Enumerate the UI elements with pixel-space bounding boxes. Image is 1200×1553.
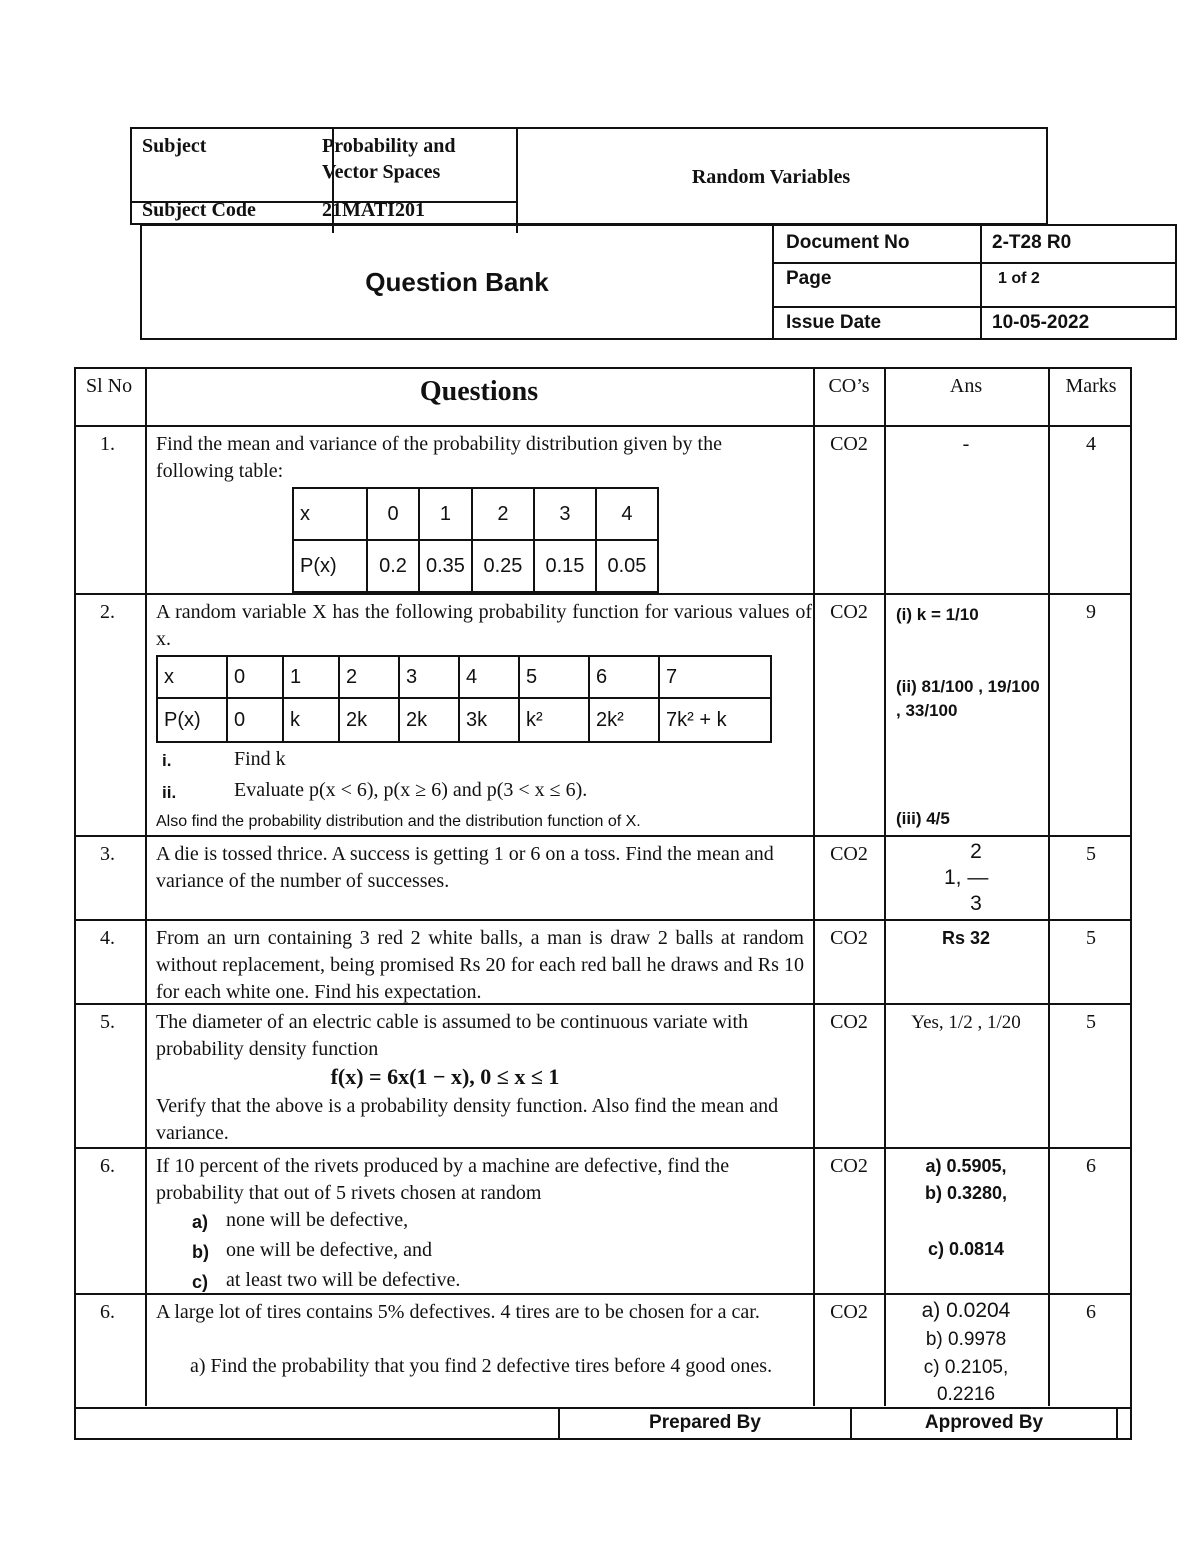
answer-part-c: c) 0.0814 — [927, 1239, 1005, 1259]
co-value: CO2 — [830, 1155, 868, 1177]
answer-value: - — [962, 433, 970, 455]
answer-part-i: (i) k = 1/10 — [896, 605, 979, 624]
sub-item-text: Find k — [234, 748, 286, 770]
dist-cell: 1 — [283, 656, 339, 698]
page-value: 1 of 2 — [998, 270, 1040, 287]
dist-cell: 0.35 — [419, 540, 472, 592]
answer-value: 1, ― — [944, 866, 989, 889]
dist-cell: 0.05 — [596, 540, 658, 592]
dist-head-px: P(x) — [157, 698, 227, 742]
dist-cell: 2 — [472, 488, 534, 540]
dist-cell: 6 — [589, 656, 659, 698]
sub-item-marker: ii. — [162, 783, 177, 802]
answer-numerator: 2 — [970, 840, 982, 863]
marks-value: 5 — [1086, 1011, 1096, 1033]
question-text: A large lot of tires contains 5% defectives. 4 tires are to be chosen for a car. — [156, 1301, 760, 1323]
distribution-table — [156, 655, 772, 743]
dist-cell: 0.25 — [472, 540, 534, 592]
dist-cell: 5 — [519, 656, 589, 698]
question-note: Also find the probability distribution and the distribution function of X. — [156, 813, 641, 830]
dist-cell: 0.2 — [367, 540, 419, 592]
answer-part-iii: (iii) 4/5 — [896, 809, 950, 828]
row-sl-no: 1. — [100, 433, 115, 455]
dist-cell: 7 — [659, 656, 771, 698]
subject-code-value: 21MATI201 — [312, 193, 518, 233]
dist-cell: 2k — [339, 698, 399, 742]
sub-item-marker: b) — [192, 1242, 209, 1262]
dist-cell: 3 — [399, 656, 459, 698]
dist-head-x: x — [293, 488, 367, 540]
answer-part-d: 0.2216 — [936, 1384, 996, 1405]
doc-title: Question Bank — [142, 226, 774, 338]
sub-item-text: a) Find the probability that you find 2 defective tires before 4 good ones. — [190, 1355, 773, 1377]
page-label: Page — [786, 268, 832, 289]
dist-head-x: x — [157, 656, 227, 698]
dist-cell: 2k — [399, 698, 459, 742]
co-value: CO2 — [830, 843, 868, 865]
sub-item-text: Evaluate p(x < 6), p(x ≥ 6) and p(3 < x ≤ 6). — [234, 779, 588, 801]
approved-by: Approved By — [924, 1412, 1044, 1433]
question-table — [74, 367, 1132, 1440]
dist-cell: 0 — [367, 488, 419, 540]
marks-value: 5 — [1086, 927, 1096, 949]
co-value: CO2 — [830, 1301, 868, 1323]
answer-part-a: a) 0.0204 — [921, 1299, 1011, 1322]
dist-cell: 3k — [459, 698, 519, 742]
dist-head-px: P(x) — [293, 540, 367, 592]
sub-item-text: none will be defective, — [226, 1209, 409, 1231]
answer-value: Yes, 1/2 , 1/20 — [911, 1012, 1021, 1033]
dist-cell: 2 — [339, 656, 399, 698]
subject-value: Probability and Vector Spaces — [312, 129, 518, 203]
dist-cell: 3 — [534, 488, 596, 540]
dist-cell: 0 — [227, 698, 283, 742]
dist-cell: 4 — [459, 656, 519, 698]
document-no-label: Document No — [786, 232, 910, 253]
dist-cell: 4 — [596, 488, 658, 540]
row-sl-no: 5. — [100, 1011, 115, 1033]
document-no-value: 2-T28 R0 — [992, 232, 1072, 253]
dist-cell: k² — [519, 698, 589, 742]
prepared-by: Prepared By — [649, 1412, 761, 1433]
sub-item-text: at least two will be defective. — [226, 1269, 461, 1291]
marks-value: 9 — [1086, 601, 1096, 623]
dist-cell: 0.15 — [534, 540, 596, 592]
sub-item-marker: a) — [192, 1212, 209, 1232]
question-text: Find the mean and variance of the probability distribution given by the following table: — [156, 433, 722, 482]
header-cos: CO’s — [828, 375, 870, 397]
row-sl-no: 6. — [100, 1155, 115, 1177]
co-value: CO2 — [830, 433, 868, 455]
row-sl-no: 4. — [100, 927, 115, 949]
answer-value: Rs 32 — [941, 928, 991, 948]
dist-cell: 7k² + k — [659, 698, 771, 742]
marks-value: 6 — [1086, 1155, 1096, 1177]
document-control-table — [140, 224, 1177, 340]
dist-cell: 2k² — [589, 698, 659, 742]
question-text: From an urn containing 3 red 2 white balls, a man is draw 2 balls at random without replacement, being promised Rs 20 for each red ball he draws and Rs 10 for each white one. Find his expectation. — [156, 927, 804, 1003]
header-marks: Marks — [1065, 375, 1117, 397]
row-sl-no: 6. — [100, 1301, 115, 1323]
question-text: A random variable X has the following probability function for various values of x. — [156, 601, 812, 650]
answer-denominator: 3 — [970, 892, 982, 915]
answer-part-b: b) 0.3280, — [924, 1183, 1008, 1203]
sub-item-marker: i. — [162, 751, 172, 770]
question-text: If 10 percent of the rivets produced by a machine are defective, find the probability that out of 5 rivets chosen at random — [156, 1155, 730, 1204]
answer-part-ii: (ii) 81/100 , 19/100 , 33/100 — [896, 677, 1040, 720]
answer-part-b: b) 0.9978 — [925, 1329, 1007, 1350]
header-questions: Questions — [419, 376, 539, 407]
header-ans: Ans — [949, 375, 983, 397]
question-text-2: Verify that the above is a probability density function. Also find the mean and variance. — [156, 1095, 779, 1144]
pdf-formula: f(x) = 6x(1 − x), 0 ≤ x ≤ 1 — [330, 1064, 560, 1089]
co-value: CO2 — [830, 1011, 868, 1033]
topic-title: Random Variables — [691, 165, 851, 188]
marks-value: 5 — [1086, 843, 1096, 865]
question-text: A die is tossed thrice. A success is getting 1 or 6 on a toss. Find the mean and variance of the number of successes. — [156, 843, 774, 892]
marks-value: 4 — [1086, 433, 1096, 455]
dist-cell: 1 — [419, 488, 472, 540]
answer-part-c: c) 0.2105, — [923, 1357, 1009, 1378]
sub-item-text: one will be defective, and — [226, 1239, 433, 1261]
row-sl-no: 3. — [100, 843, 115, 865]
subject-code-label: Subject Code — [132, 193, 334, 233]
co-value: CO2 — [830, 927, 868, 949]
subject-label: Subject — [132, 129, 334, 203]
distribution-table — [292, 487, 659, 593]
dist-cell: k — [283, 698, 339, 742]
issue-date-value: 10-05-2022 — [992, 312, 1090, 333]
sub-item-marker: c) — [192, 1272, 209, 1292]
row-sl-no: 2. — [100, 601, 115, 623]
answer-part-a: a) 0.5905, — [925, 1156, 1007, 1176]
issue-date-label: Issue Date — [786, 312, 882, 333]
question-text: The diameter of an electric cable is assumed to be continuous variate with probability density function — [156, 1011, 749, 1060]
header-sl-no: Sl No — [86, 375, 133, 397]
dist-cell: 0 — [227, 656, 283, 698]
marks-value: 6 — [1086, 1301, 1096, 1323]
header-info-table — [130, 127, 1048, 225]
co-value: CO2 — [830, 601, 868, 623]
